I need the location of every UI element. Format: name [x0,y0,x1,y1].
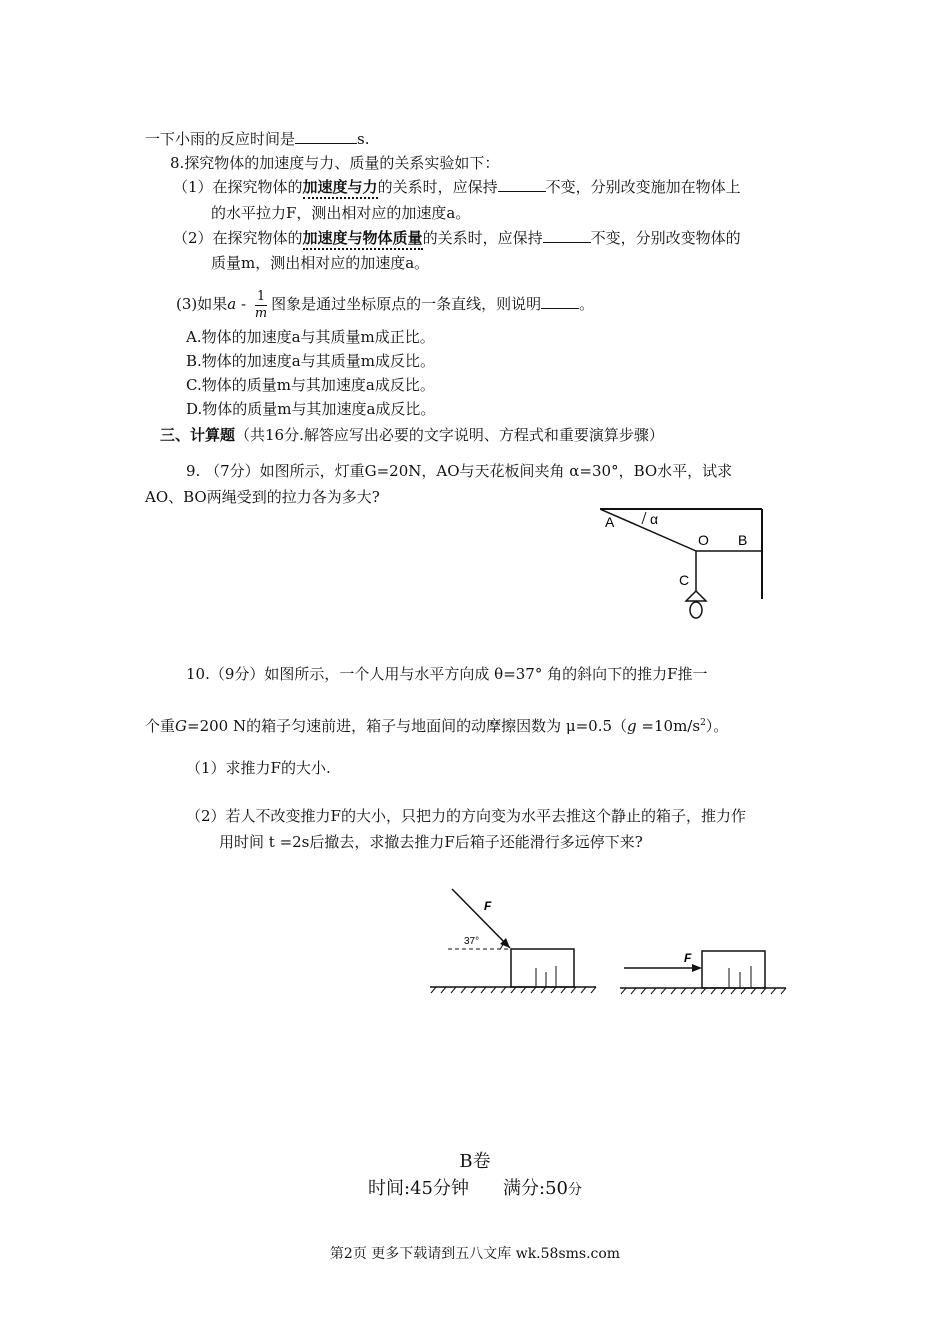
label-f: F [484,899,492,913]
angle-mark [642,512,646,524]
answer-blank [541,294,579,309]
q7-tail: 一下小雨的反应时间是 s. [145,130,370,148]
lamp-shade [686,591,706,601]
box [702,951,765,988]
label-a: A [605,514,615,530]
answer-blank [498,177,546,192]
q10-line2: 个重G=200 N的箱子匀速前进，箱子与地面间的动摩擦因数为 $\mu=0.5(g =10m/s^2)$。 [145,717,729,735]
q10-sub1: （1）求推力F的大小. [186,759,331,777]
label-angle: 37° [464,936,480,947]
box [511,949,574,987]
q10-figure-inclined [430,886,600,998]
page-footer: 第2页 更多下载请到五八文库 wk.58sms.com [329,1246,621,1262]
force-arrow-inclined [452,889,510,948]
q9-line2: AO、BO两绳受到的拉力各为多大? [145,488,380,506]
answer-blank [295,129,357,144]
q10-line1: 10.（9分）如图所示，一个人用与水平方向成 θ=37° 角的斜向下的推力F推一 [186,665,708,683]
q8-part2-line2: 质量m，测出相对应的加速度a。 [211,254,430,272]
option-b: B.物体的加速度a与其质量m成反比。 [186,352,435,370]
section-b-title: B卷 [459,1151,491,1172]
q10-figure-horizontal [620,940,790,1000]
rope-ao [600,509,696,551]
lamp-bulb [690,602,702,618]
label-f: F [684,951,692,965]
ground-hatch [431,987,596,993]
q9-line1: 9. （7分）如图所示，灯重G=20N，AO与天花板间夹角 α=30°，BO水平，试求 [186,462,733,480]
q8-part3: (3)如果a - $\frac{1}{m}$ 图象是通过坐标原点的一条直线，则说明 。 [176,288,595,321]
option-c: C.物体的质量m与其加速度a成反比。 [186,376,435,394]
q8-part1: （1）在探究物体的加速度与力的关系时，应保持 不变，分别改变施加在物体上 [173,177,741,197]
label-alpha: α [650,511,659,527]
fraction-1-over-m: $\frac{1}{m}$ [254,288,268,321]
ground-hatch [621,988,786,994]
option-d: D.物体的质量m与其加速度a成反比。 [186,400,436,418]
arrowhead [692,964,702,972]
q8-part2: （2）在探究物体的加速度与物体质量的关系时，应保持 不变，分别改变物体的 [173,228,741,248]
q8-title: 8.探究物体的加速度与力、质量的关系实验如下： [170,154,500,172]
q9-figure [600,505,785,623]
q10-sub2-line1: （2）若人不改变推力F的大小，只把力的方向变为水平去推这个静止的箱子，推力作 [186,807,746,825]
label-c: C [679,572,690,588]
option-a: A.物体的加速度a与其质量m成正比。 [186,328,435,346]
section3-heading: 三、计算题（共16分.解答应写出必要的文字说明、方程式和重要演算步骤） [160,426,664,444]
angle-arc [500,941,503,949]
label-o: O [698,532,709,548]
section-b-info: 时间:45分钟 满分:50分 [368,1178,582,1199]
q10-sub2-line2: 用时间 t =2s后撤去，求撤去推力F后箱子还能滑行多远停下来? [219,833,643,851]
answer-blank [543,228,591,243]
label-b: B [738,532,748,548]
q8-part1-line2: 的水平拉力F，测出相对应的加速度a。 [211,204,471,222]
